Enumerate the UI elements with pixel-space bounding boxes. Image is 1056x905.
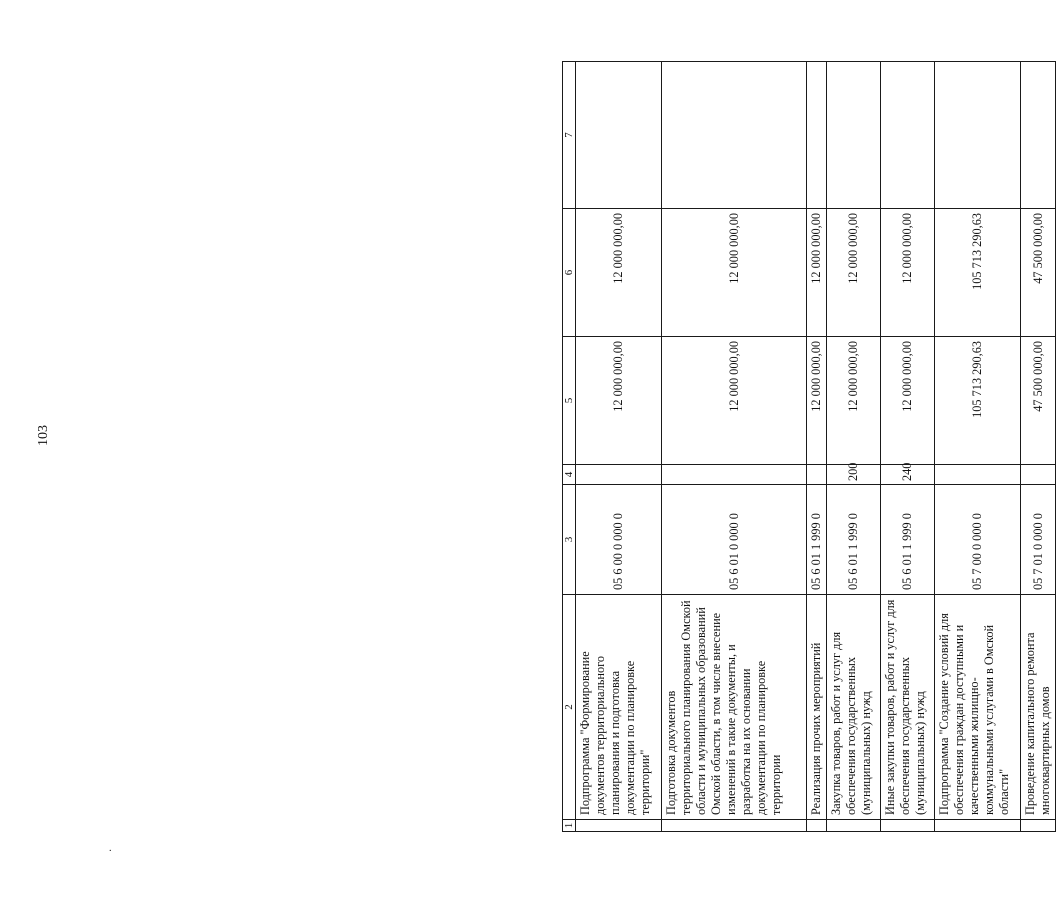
header-cell: 1 <box>563 820 576 832</box>
row-number <box>881 820 935 832</box>
row-number <box>662 820 807 832</box>
col7-cell <box>935 62 1021 209</box>
expense-type: 200 <box>827 465 881 485</box>
budget-code: 05 6 01 1 999 0 <box>827 485 881 595</box>
item-name: Закупка товаров, работ и услуг для обеспечения государственных (муниципальных) нужд <box>827 595 881 820</box>
amount-col5: 12 000 000,00 <box>881 337 935 465</box>
expense-type <box>807 465 827 485</box>
row-number <box>807 820 827 832</box>
budget-code: 05 6 01 0 000 0 <box>662 485 807 595</box>
amount-col5: 12 000 000,00 <box>662 337 807 465</box>
budget-table <box>562 61 1056 832</box>
col7-cell <box>827 62 881 209</box>
row-number <box>576 820 662 832</box>
header-cell: 5 <box>563 337 576 465</box>
header-row <box>563 62 576 832</box>
item-name: Реализация прочих мероприятий <box>807 595 827 820</box>
amount-col6: 12 000 000,00 <box>576 209 662 337</box>
row-number <box>1021 820 1056 832</box>
table-row <box>576 62 662 832</box>
budget-code: 05 6 01 1 999 0 <box>881 485 935 595</box>
table-row <box>881 62 935 832</box>
table-row <box>662 62 807 832</box>
expense-type <box>935 465 1021 485</box>
budget-code: 05 6 00 0 000 0 <box>576 485 662 595</box>
header-cell: 3 <box>563 485 576 595</box>
col7-cell <box>881 62 935 209</box>
expense-type <box>576 465 662 485</box>
budget-code: 05 7 01 0 000 0 <box>1021 485 1056 595</box>
table-row <box>1021 62 1056 832</box>
table-row <box>935 62 1021 832</box>
table-row <box>827 62 881 832</box>
item-name: Проведение капитального ремонта многоквартирных домов <box>1021 595 1056 820</box>
amount-col5: 12 000 000,00 <box>576 337 662 465</box>
amount-col6: 12 000 000,00 <box>827 209 881 337</box>
page-number: 103 <box>36 425 51 446</box>
header-cell: 6 <box>563 209 576 337</box>
col7-cell <box>1021 62 1056 209</box>
row-number <box>827 820 881 832</box>
col7-cell <box>576 62 662 209</box>
item-name: Подпрограмма "Создание условий для обеспечения граждан доступными и качественными жилищно-коммунальными услугами в Омской области" <box>935 595 1021 820</box>
header-cell: 2 <box>563 595 576 820</box>
amount-col5: 12 000 000,00 <box>807 337 827 465</box>
amount-col6: 12 000 000,00 <box>807 209 827 337</box>
header-cell: 4 <box>563 465 576 485</box>
amount-col6: 47 500 000,00 <box>1021 209 1056 337</box>
col7-cell <box>662 62 807 209</box>
amount-col6: 105 713 290,63 <box>935 209 1021 337</box>
expense-type <box>1021 465 1056 485</box>
header-cell: 7 <box>563 62 576 209</box>
margin-dot: . <box>109 843 112 854</box>
amount-col6: 12 000 000,00 <box>662 209 807 337</box>
rotated-table-wrapper <box>562 62 1052 832</box>
amount-col6: 12 000 000,00 <box>881 209 935 337</box>
expense-type: 240 <box>881 465 935 485</box>
expense-type <box>662 465 807 485</box>
amount-col5: 47 500 000,00 <box>1021 337 1056 465</box>
amount-col5: 12 000 000,00 <box>827 337 881 465</box>
item-name: Подготовка документов территориального планирования Омской области и муниципальных образований Омской области, в том числе внесение изменений в такие документы, и разработка на их основании документации по планировке территории <box>662 595 807 820</box>
item-name: Подпрограмма "Формирование документов территориального планирования и подготовка документации по планировке территории" <box>576 595 662 820</box>
item-name: Иные закупки товаров, работ и услуг для обеспечения государственных (муниципальных) нужд <box>881 595 935 820</box>
budget-code: 05 6 01 1 999 0 <box>807 485 827 595</box>
amount-col5: 105 713 290,63 <box>935 337 1021 465</box>
budget-code: 05 7 00 0 000 0 <box>935 485 1021 595</box>
col7-cell <box>807 62 827 209</box>
row-number <box>935 820 1021 832</box>
table-row <box>807 62 827 832</box>
